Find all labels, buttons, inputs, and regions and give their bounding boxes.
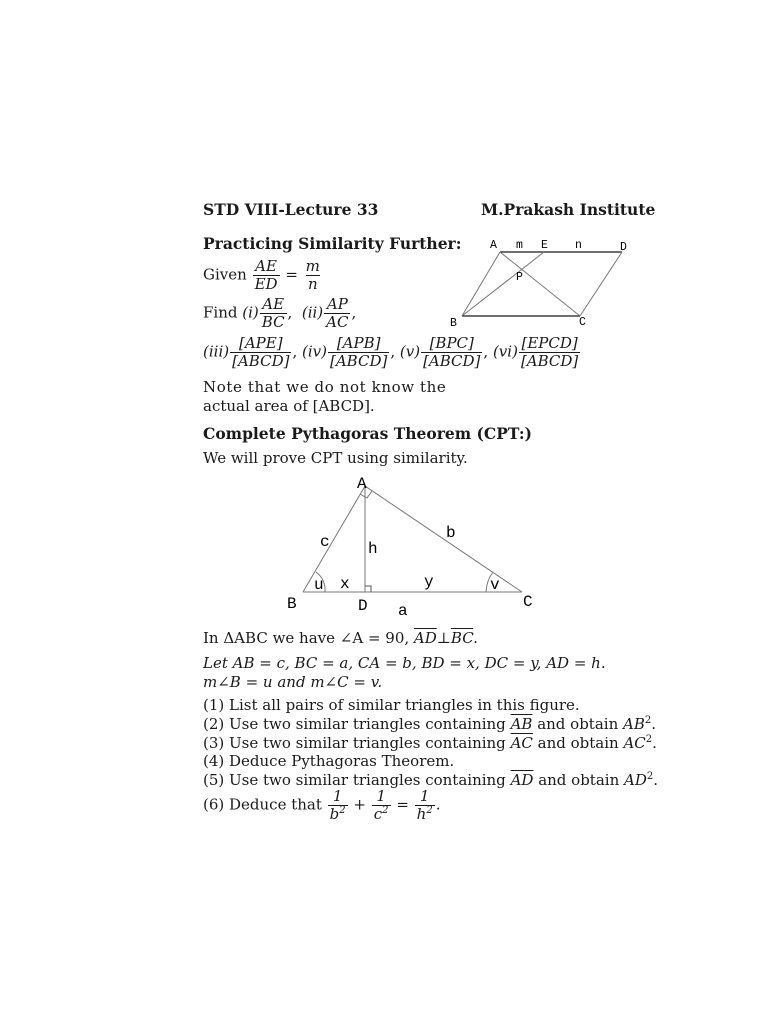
perpendicular-statement: $\overline{AD}\perp\overline{BC}$.	[413, 629, 478, 647]
label-u: u	[314, 576, 324, 594]
label-a-side: a	[398, 602, 408, 620]
ratio-ape-abcd: $\frac{\text{[APE]}}{\text{[ABCD]}}$	[232, 334, 290, 370]
parallelogram-figure	[440, 230, 640, 330]
task-6: (6) Deduce that $\frac{1}{b^2}$ + $\frac{1}{c^2}$ = $\frac{1}{h^2}$ .	[203, 787, 441, 823]
given-line: Given $\frac{AE}{ED}$ = $\frac{m}{n}$	[203, 257, 320, 293]
task-3-text: (3) Use two similar triangles containing	[203, 734, 506, 752]
task-5-text: (5) Use two similar triangles containing	[203, 771, 506, 789]
label-h: h	[368, 540, 378, 558]
label-y: y	[424, 573, 434, 591]
section-title-similarity: Practicing Similarity Further:	[203, 234, 462, 253]
label-a: A	[357, 475, 367, 493]
diagonal-ac	[500, 252, 580, 316]
label-b: B	[450, 317, 457, 330]
label-d: D	[620, 241, 627, 254]
ratio-m-n: $\frac{m}{n}$	[305, 257, 320, 293]
label-c-side: c	[320, 533, 330, 551]
statement-variables: Let AB = c, BC = a, CA = b, BD = x, DC = y, AD = h.	[203, 654, 606, 672]
frac-1-b2: $\frac{1}{b^2}$	[329, 787, 346, 823]
ratio-bpc-abcd: $\frac{\text{[BPC]}}{\text{[ABCD]}}$	[423, 334, 481, 370]
label-p: P	[516, 271, 523, 284]
label-n: n	[575, 239, 582, 252]
task-5: (5) Use two similar triangles containing $\overline{AD}$ and obtain $AD^2$.	[203, 771, 659, 789]
area-ratios-line: (iii) $\frac{\text{[APE]}}{\text{[ABCD]}}$ , (iv) $\frac{\text{[APB]}}{\text{[ABCD]}}$ , (v) $\frac{\text{[BPC]}}{\text{[ABCD]}}$ , (vi) $\frac{\text{[EPCD]}}{\text{[ABCD]}}$	[203, 334, 579, 370]
statement-right-angle	[203, 629, 478, 648]
task-6-text: (6) Deduce that	[203, 795, 322, 814]
side-ab	[462, 252, 500, 316]
frac-1-h2: $\frac{1}{h^2}$	[416, 787, 433, 823]
label-a: A	[490, 239, 497, 252]
right-angle-mark-d	[365, 586, 371, 592]
segment-be	[462, 252, 544, 316]
task-4: (4) Deduce Pythagoras Theorem.	[203, 752, 455, 770]
ratio-ae-ed: $\frac{AE}{ED}$	[254, 257, 278, 293]
frac-1-c2: $\frac{1}{c^2}$	[373, 787, 389, 823]
label-x: x	[340, 575, 350, 593]
ratio-ae-bc: $\frac{AE}{BC}$	[261, 295, 285, 331]
cpt-intro: We will prove CPT using similarity.	[203, 449, 468, 467]
side-cd	[580, 252, 622, 316]
label-d: D	[358, 597, 368, 615]
statement-angles: m∠B = u and m∠C = v.	[203, 673, 383, 691]
find-line: Find (i) $\frac{AE}{BC}$ , (ii) $\frac{AP}{AC}$ ,	[203, 295, 357, 331]
statement-right-angle-text: In ΔABC we have ∠A = 90,	[203, 629, 410, 647]
ratio-ap-ac: $\frac{AP}{AC}$	[326, 295, 349, 331]
ratio-epcd-abcd: $\frac{\text{[EPCD]}}{\text{[ABCD]}}$	[520, 334, 579, 370]
right-triangle-figure	[280, 472, 550, 622]
label-m: m	[516, 239, 523, 252]
side-ab-c	[303, 486, 365, 592]
note-line-1: Note that we do not know the	[203, 378, 447, 396]
label-b-side: b	[446, 524, 456, 542]
label-v: v	[490, 576, 500, 594]
lecture-title: STD VIII-Lecture 33	[203, 200, 379, 219]
task-1: (1) List all pairs of similar triangles in this figure.	[203, 696, 580, 714]
note-line-2: actual area of [ABCD].	[203, 397, 375, 415]
label-c: C	[579, 316, 586, 329]
given-label: Given	[203, 265, 247, 284]
label-c: C	[523, 593, 533, 611]
label-b: B	[287, 595, 297, 613]
task-2-text: (2) Use two similar triangles containing	[203, 715, 506, 733]
task-2: (2) Use two similar triangles containing $\overline{AB}$ and obtain $AB^2$.	[203, 715, 657, 733]
find-label: Find	[203, 303, 238, 322]
ratio-apb-abcd: $\frac{\text{[APB]}}{\text{[ABCD]}}$	[329, 334, 388, 370]
section-title-cpt: Complete Pythagoras Theorem (CPT:)	[203, 424, 532, 443]
task-3: (3) Use two similar triangles containing $\overline{AC}$ and obtain $AC^2$.	[203, 734, 657, 752]
institute-name: M.Prakash Institute	[481, 200, 656, 219]
label-e: E	[541, 239, 548, 252]
